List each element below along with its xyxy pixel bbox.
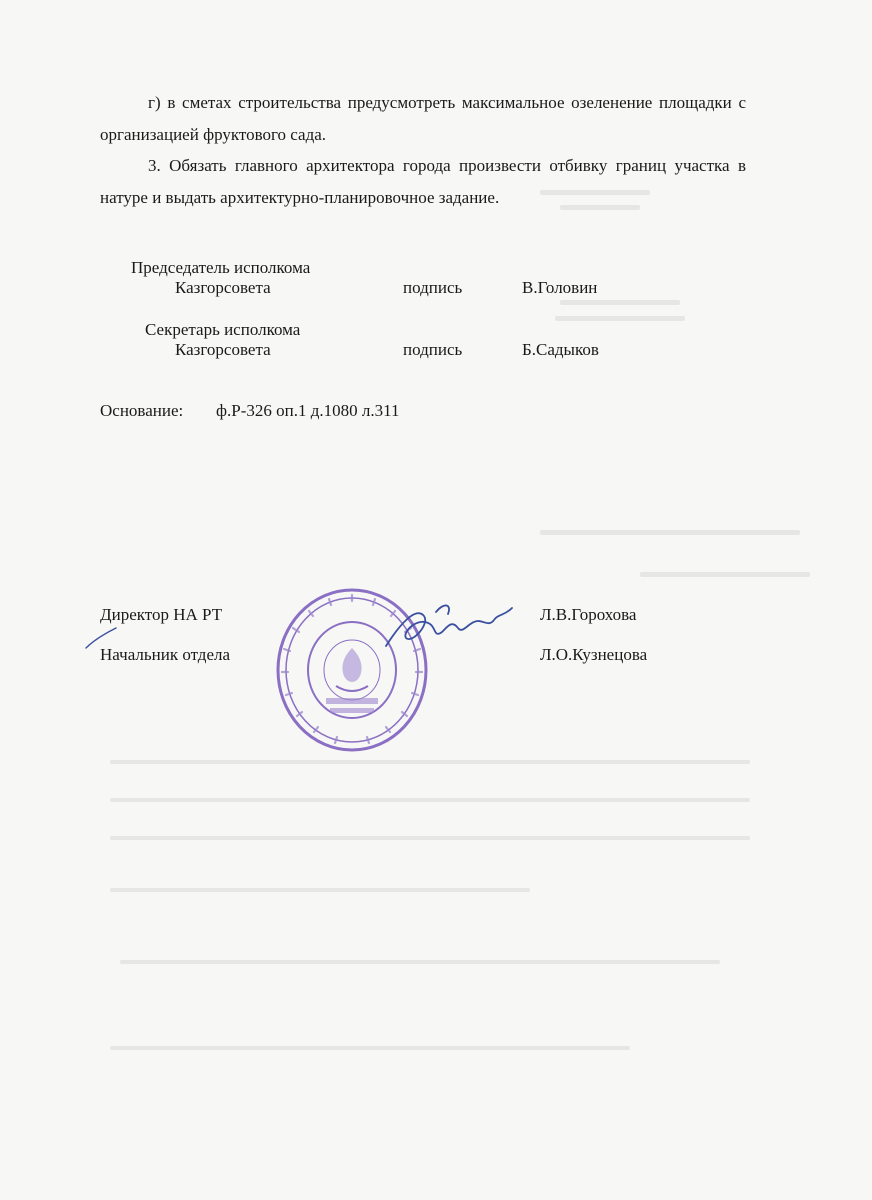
chairman-signature-mark: подпись [403,278,463,297]
paragraph-landscaping: г) в сметах строительства предусмотреть максимальное озеленение площадки с организацией фруктового сада. [100,93,746,144]
secretary-name: Б.Садыков [522,340,599,359]
director-name: Л.В.Горохова [540,605,637,624]
secretary-signature-mark: подпись [403,340,463,359]
handwritten-signature [378,594,528,664]
chairman-name: В.Головин [522,278,598,297]
basis-value: ф.Р-326 оп.1 д.1080 л.311 [216,401,400,420]
pen-stroke-mark [84,626,118,650]
department-head-name: Л.О.Кузнецова [540,645,648,664]
secretary-title: Секретарь исполкома [145,320,301,339]
director-title: Директор НА РТ [100,605,223,624]
secretary-organization: Казгорсовета [175,340,271,359]
department-head-title: Начальник отдела [100,645,231,664]
basis-label: Основание: [100,401,184,420]
chairman-organization: Казгорсовета [175,278,271,297]
paragraph-architect-order: 3. Обязать главного архитектора города произвести отбивку границ участка в натуре и выдать архитектурно-планировочное задание. [100,156,746,207]
chairman-title: Председатель исполкома [131,258,311,277]
